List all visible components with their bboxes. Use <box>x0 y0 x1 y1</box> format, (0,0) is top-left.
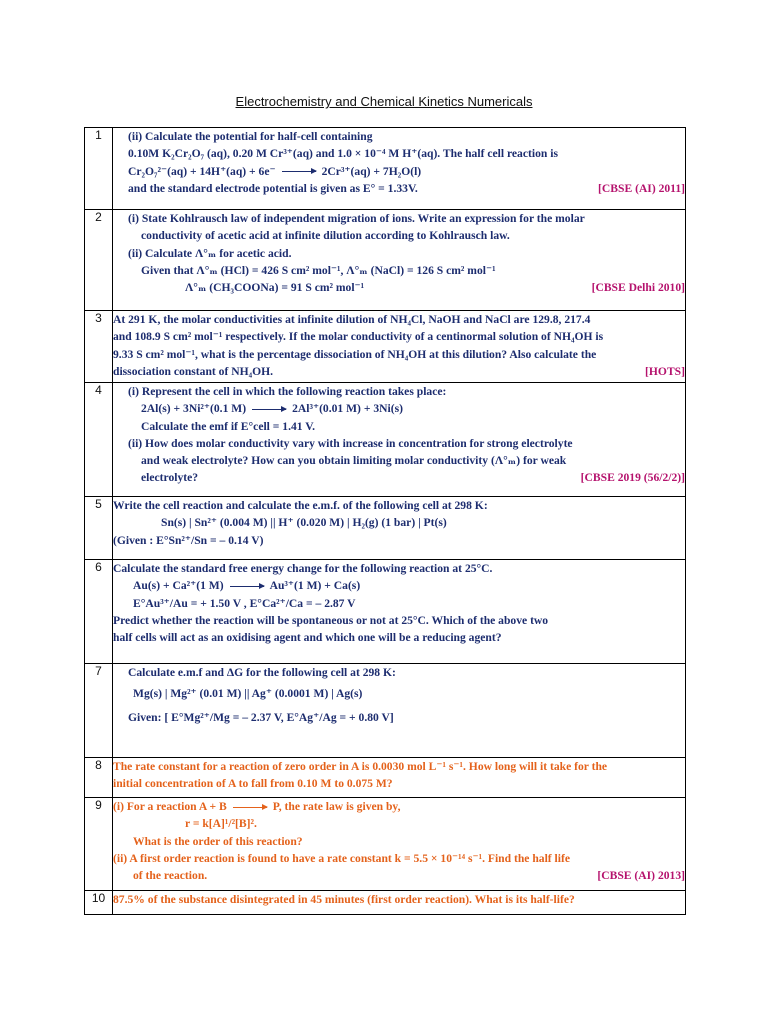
question-line <box>113 363 685 380</box>
question-number: 8 <box>85 758 113 798</box>
reaction-arrow-icon <box>230 586 264 587</box>
question-body <box>113 497 686 560</box>
question-line: (Given : E°Sn²⁺/Sn = – 0.14 V) <box>113 533 264 547</box>
question-line <box>113 469 685 486</box>
question-number: 2 <box>85 210 113 311</box>
question-row <box>85 560 686 664</box>
question-row <box>85 128 686 210</box>
equation-right: Au³⁺(1 M) + Ca(s) <box>269 579 361 593</box>
question-line <box>113 279 685 296</box>
question-line: Calculate e.m.f and ΔG for the following cell at 298 K: <box>128 666 396 679</box>
question-line <box>113 798 685 815</box>
equation-right: P, the rate law is given by, <box>272 800 401 813</box>
question-line: Predict whether the reaction will be spontaneous or not at 25°C. Which of the above two <box>113 613 549 627</box>
question-line: half cells will act as an oxidising agent and which one will be a reducing agent? <box>113 631 502 645</box>
question-body <box>113 664 686 758</box>
question-text: dissociation constant of NH₄OH. <box>113 364 274 378</box>
question-line: Write the cell reaction and calculate the e.m.f. of the following cell at 298 K: <box>113 499 488 512</box>
question-line <box>113 180 685 197</box>
question-line: 0.10M K₂Cr₂O₇ (aq), 0.20 M Cr³⁺(aq) and 1.0 × 10⁻⁴ M H⁺(aq). The half cell reaction is <box>128 147 558 161</box>
question-line: r = k[A]¹/²[B]². <box>185 817 257 831</box>
question-body <box>113 891 686 915</box>
question-line: Sn(s) | Sn²⁺ (0.004 M) || H⁺ (0.020 M) | H₂(g) (1 bar) | Pt(s) <box>161 516 447 530</box>
question-number: 1 <box>85 128 113 210</box>
source-tag: [CBSE (AI) 2013] <box>597 869 685 883</box>
equation-right: 2Al³⁺(0.01 M) + 3Ni(s) <box>292 402 403 416</box>
question-line: (ii) A first order reaction is found to have a rate constant k = 5.5 × 10⁻¹⁴ s⁻¹. Find the half life <box>113 851 570 865</box>
question-line <box>113 163 685 180</box>
source-tag: [HOTS] <box>645 364 685 378</box>
question-row <box>85 798 686 891</box>
question-row <box>85 891 686 915</box>
question-number: 7 <box>85 664 113 758</box>
question-line: Mg(s) | Mg²⁺ (0.01 M) || Ag⁺ (0.0001 M) | Ag(s) <box>133 687 363 701</box>
question-text: Λ°ₘ (CH₃COONa) = 91 S cm² mol⁻¹ <box>185 281 365 295</box>
question-line: What is the order of this reaction? <box>133 834 303 848</box>
reaction-arrow-icon <box>233 807 267 808</box>
question-line: Given that Λ°ₘ (HCl) = 426 S cm² mol⁻¹, Λ°ₘ (NaCl) = 126 S cm² mol⁻¹ <box>141 263 496 277</box>
question-line: E°Au³⁺/Au = + 1.50 V , E°Ca²⁺/Ca = – 2.87 V <box>133 596 356 610</box>
question-number: 9 <box>85 798 113 891</box>
reaction-arrow-icon <box>252 409 286 410</box>
question-number: 10 <box>85 891 113 915</box>
question-number: 5 <box>85 497 113 560</box>
question-row <box>85 664 686 758</box>
question-row <box>85 383 686 497</box>
question-number: 4 <box>85 383 113 497</box>
question-body <box>113 798 686 891</box>
question-text: electrolyte? <box>141 471 199 485</box>
question-line <box>113 577 685 594</box>
question-row <box>85 497 686 560</box>
question-body <box>113 311 686 383</box>
question-line: (i) Represent the cell in which the following reaction takes place: <box>128 385 447 398</box>
question-line: and weak electrolyte? How can you obtain limiting molar conductivity (Λ°ₘ) for weak <box>141 454 567 468</box>
equation-right: 2Cr³⁺(aq) + 7H₂O(l) <box>321 164 422 178</box>
equation-left: Cr₂O₇²⁻(aq) + 14H⁺(aq) + 6e⁻ <box>128 164 276 178</box>
question-line: conductivity of acetic acid at infinite dilution according to Kohlrausch law. <box>141 229 510 243</box>
question-body <box>113 758 686 798</box>
question-line: Calculate the emf if E°cell = 1.41 V. <box>141 419 316 433</box>
question-body <box>113 383 686 497</box>
question-line: Calculate the standard free energy change for the following reaction at 25°C. <box>113 562 493 575</box>
source-tag: [CBSE 2019 (56/2/2)] <box>580 471 685 485</box>
question-line: At 291 K, the molar conductivities at infinite dilution of NH₄Cl, NaOH and NaCl are 129.8, 217.4 <box>113 313 591 326</box>
question-row <box>85 210 686 311</box>
question-text: and the standard electrode potential is given as E° = 1.33V. <box>128 181 418 195</box>
question-line <box>113 867 685 884</box>
source-tag: [CBSE Delhi 2010] <box>591 281 685 295</box>
equation-left: Au(s) + Ca²⁺(1 M) <box>133 579 224 593</box>
page-title: Electrochemistry and Chemical Kinetics Numericals <box>235 94 533 109</box>
reaction-arrow-icon <box>282 171 316 172</box>
question-line: The rate constant for a reaction of zero order in A is 0.0030 mol L⁻¹ s⁻¹. How long will it take for the <box>113 760 608 773</box>
question-line: 9.33 S cm² mol⁻¹, what is the percentage dissociation of NH₄OH at this dilution? Also calculate the <box>113 347 597 361</box>
question-line: (ii) Calculate Λ°ₘ for acetic acid. <box>128 246 292 260</box>
question-line: 87.5% of the substance disintegrated in 45 minutes (first order reaction). What is its half-life? <box>113 893 575 906</box>
question-line: initial concentration of A to fall from 0.10 M to 0.075 M? <box>113 777 393 791</box>
question-body <box>113 560 686 664</box>
question-number: 6 <box>85 560 113 664</box>
questions-table <box>84 127 686 915</box>
question-line: (ii) Calculate the potential for half-cell containing <box>128 130 373 143</box>
question-body <box>113 210 686 311</box>
question-line <box>113 400 685 417</box>
question-line: (ii) How does molar conductivity vary with increase in concentration for strong electrolyte <box>128 436 573 450</box>
question-text: of the reaction. <box>133 869 208 883</box>
source-tag: [CBSE (AI) 2011] <box>598 181 685 195</box>
question-body <box>113 128 686 210</box>
question-number: 3 <box>85 311 113 383</box>
question-row <box>85 758 686 798</box>
equation-left: 2Al(s) + 3Ni²⁺(0.1 M) <box>141 402 247 416</box>
question-line: and 108.9 S cm² mol⁻¹ respectively. If the molar conductivity of a centinormal solution of NH₄OH is <box>113 330 604 344</box>
equation-left: (i) For a reaction A + B <box>113 800 227 813</box>
question-line: Given: [ E°Mg²⁺/Mg = – 2.37 V, E°Ag⁺/Ag = + 0.80 V] <box>128 710 394 724</box>
question-line: (i) State Kohlrausch law of independent migration of ions. Write an expression for the molar <box>128 212 585 225</box>
question-row <box>85 311 686 383</box>
